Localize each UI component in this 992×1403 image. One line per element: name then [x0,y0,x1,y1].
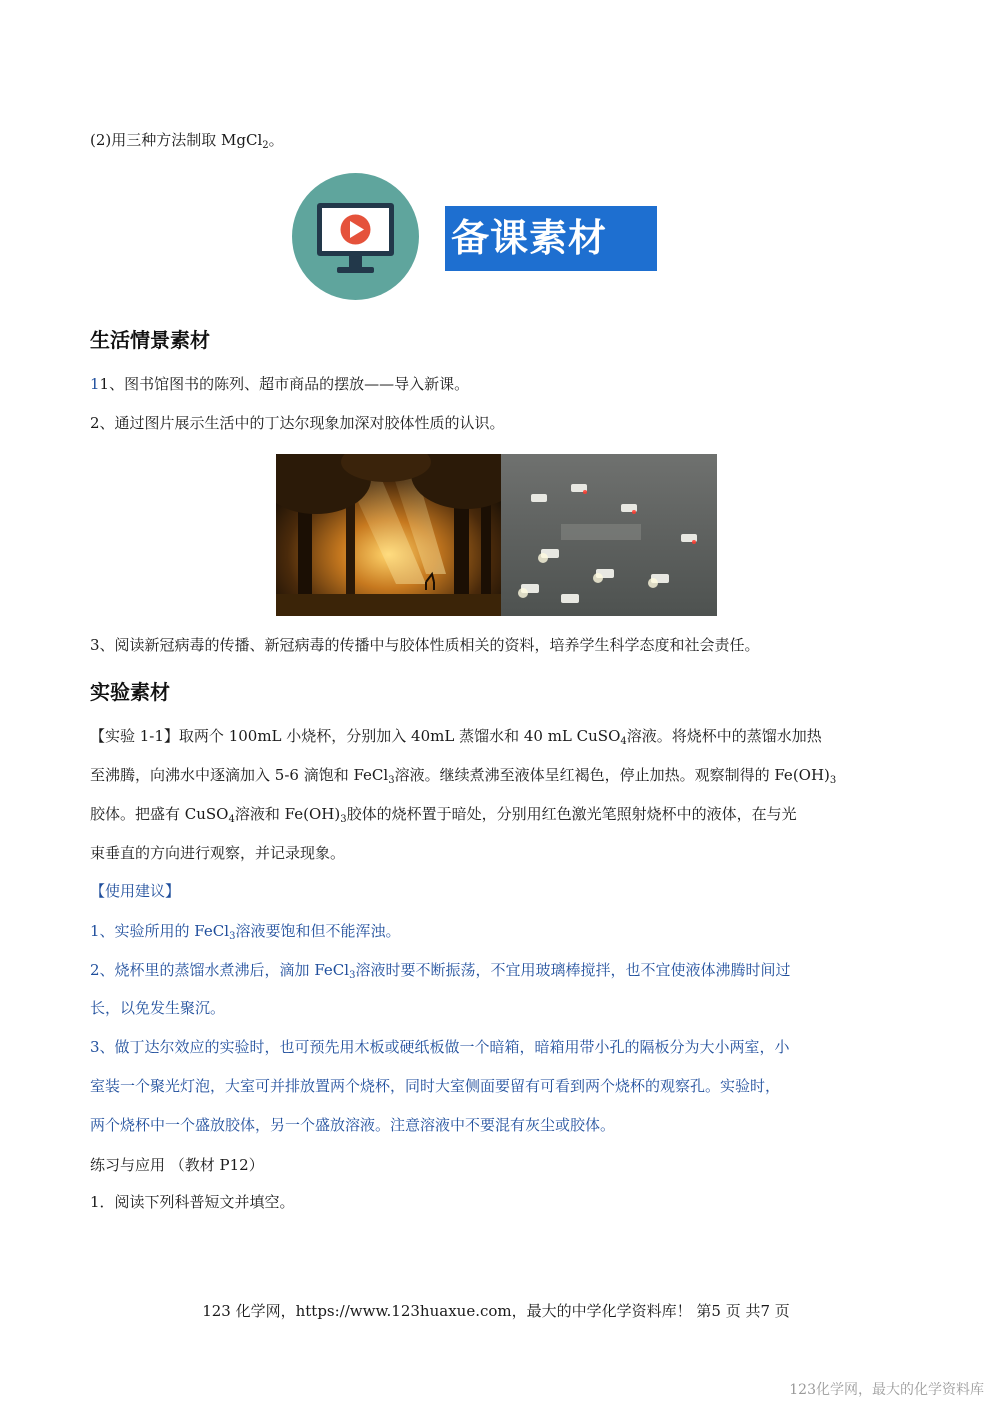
intro-line: (2)用三种方法制取 MgCl$_2$。 [90,131,284,151]
question-1: 1．阅读下列科普短文并填空。 [90,1193,295,1211]
advice-item-cont: 两个烧杯中一个盛放胶体，另一个盛放溶液。注意溶液中不要混有灰尘或胶体。 [90,1116,616,1134]
experiment-line: 胶体。把盛有 CuSO$_4$溶液和 $Fe(OH)_3$胶体的烧杯置于暗处，分别用红色激光笔照射烧杯中的液体，在与光 [90,805,797,825]
section-title-experiment: 实验素材 [90,680,170,704]
advice-item-cont: 室装一个聚光灯泡，大室可并排放置两个烧杯，同时大室侧面要留有可看到两个烧杯的观察孔。实验时， [90,1077,781,1095]
list-item: 3、阅读新冠病毒的传播、新冠病毒的传播中与胶体性质相关的资料，培养学生科学态度和社会责任。 [90,636,760,654]
practice-heading: 练习与应用 （教材 P12） [90,1156,264,1174]
night-traffic-fog-photo [501,454,717,616]
banner-label: 备课素材 [445,206,657,271]
advice-item: 3、做丁达尔效应的实验时，也可预先用木板或硬纸板做一个暗箱，暗箱用带小孔的隔板分为大小两室，小 [90,1038,790,1056]
experiment-line: 束垂直的方向进行观察，并记录现象。 [90,844,346,862]
list-item: 11、图书馆图书的陈列、超市商品的摆放——导入新课。 [90,375,470,393]
page-footer: 123 化学网，https://www.123huaxue.com，最大的中学化学资料库！ 第5 页 共7 页 [202,1302,790,1320]
watermark: 123化学网，最大的化学资料库 [789,1382,984,1398]
list-item: 2、通过图片展示生活中的丁达尔现象加深对胶体性质的认识。 [90,414,505,432]
list-item-text: 1、图书馆图书的陈列、超市商品的摆放——导入新课。 [99,375,470,393]
section-title-life: 生活情景素材 [90,328,210,352]
advice-item: 2、烧杯里的蒸馏水煮沸后，滴加 FeCl$_3$溶液时要不断振荡，不宜用玻璃棒搅拌，也不宜使液体沸腾时间过 [90,961,791,981]
video-monitor-icon [292,173,419,300]
advice-item: 1、实验所用的 FeCl$_3$溶液要饱和但不能浑浊。 [90,922,401,942]
advice-title: 【使用建议】 [90,882,181,900]
forest-tyndall-photo [276,454,501,616]
advice-item-cont: 长，以免发生聚沉。 [90,999,226,1017]
experiment-line: 至沸腾，向沸水中逐滴加入 5-6 滴饱和 FeCl$_3$溶液。继续煮沸至液体呈红褐色，停止加热。观察制得的 $Fe(OH)_3$ [90,766,837,786]
experiment-line: 【实验 1-1】取两个 100mL 小烧杯，分别加入 40mL 蒸馏水和 40 mL CuSO$_4$溶液。将烧杯中的蒸馏水加热 [90,727,822,747]
